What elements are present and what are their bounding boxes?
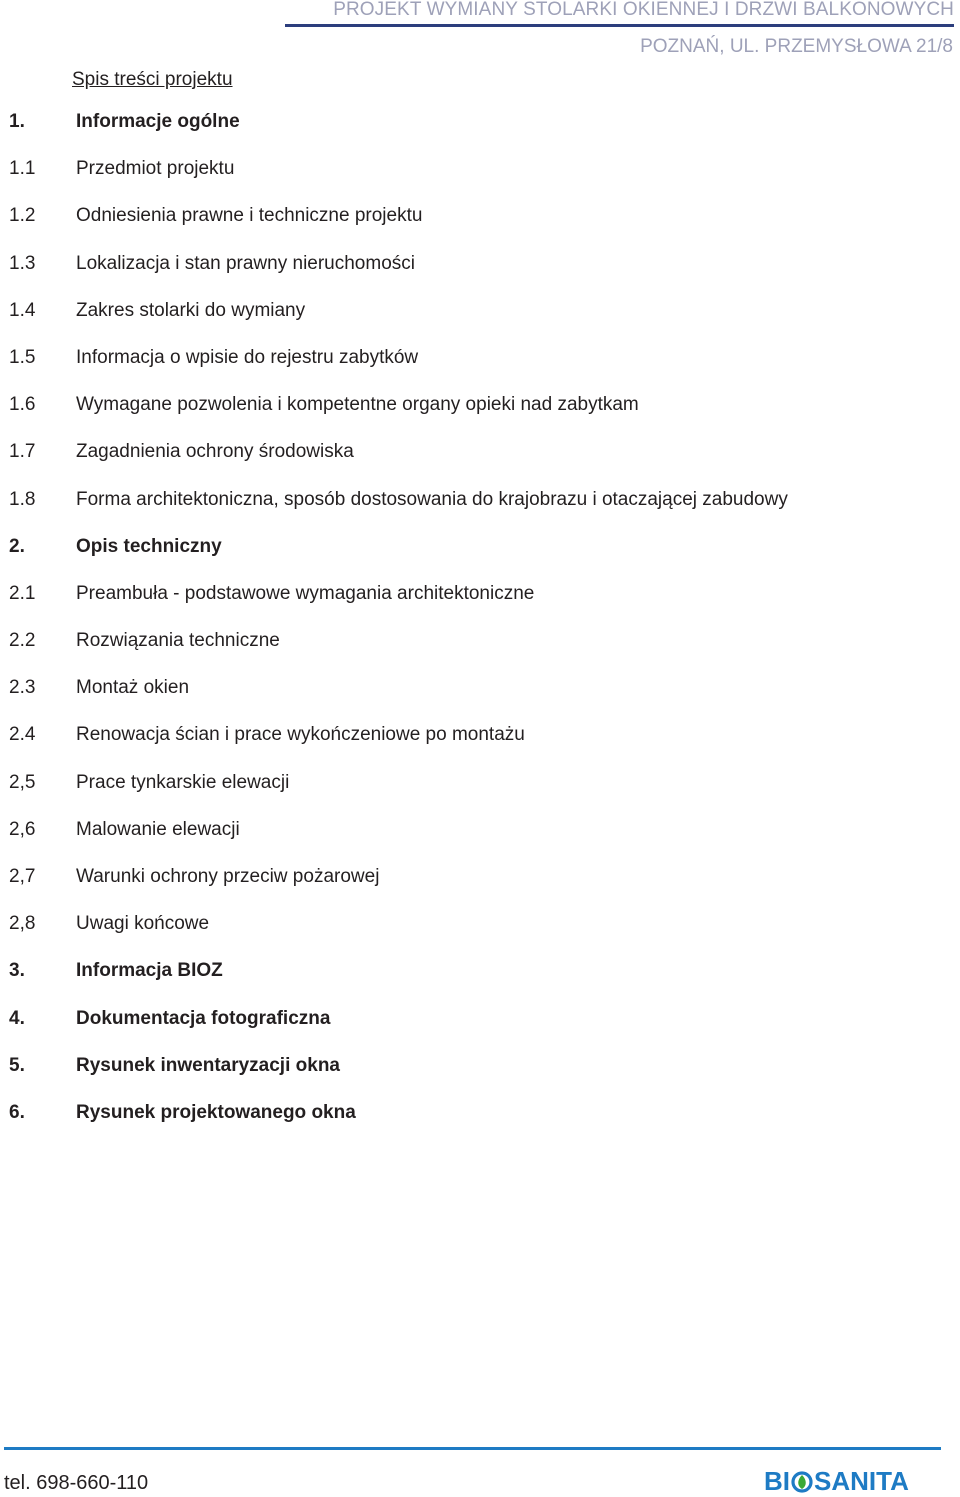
toc-entry-title: Opis techniczny — [76, 535, 222, 557]
toc-entry-number: 5. — [9, 1054, 25, 1076]
toc-entry — [0, 1054, 960, 1101]
toc-entry-number: 1.3 — [9, 252, 36, 274]
biosanita-logo — [764, 1467, 944, 1495]
toc-entry-title: Zagadnienia ochrony środowiska — [76, 441, 354, 463]
toc-entry-title: Informacje ogólne — [76, 111, 240, 132]
toc-entry — [0, 1007, 960, 1054]
footer-divider — [4, 1447, 941, 1450]
toc-entry-number: 2.4 — [9, 724, 36, 746]
toc-title: Spis treści projektu — [72, 69, 233, 90]
toc-entry-number: 1.7 — [9, 441, 36, 463]
toc-entry — [0, 771, 960, 818]
toc-entry — [0, 723, 960, 770]
toc-entry-title: Uwagi końcowe — [76, 913, 210, 935]
toc-entry — [0, 959, 960, 1006]
toc-entry-title: Montaż okien — [76, 677, 190, 699]
toc-entry-number: 2,5 — [9, 771, 36, 793]
toc-entry-number: 3. — [9, 960, 25, 982]
toc-entry — [0, 157, 960, 204]
toc-entry-number: 1.2 — [9, 205, 36, 227]
toc-entry — [0, 629, 960, 676]
toc-entry-number: 2,7 — [9, 866, 36, 887]
toc-entry-number: 6. — [9, 1101, 25, 1123]
toc-entry — [0, 440, 960, 487]
toc-entry-number: 1.4 — [9, 299, 36, 321]
toc-entry-title: Przedmiot projektu — [76, 158, 235, 180]
toc-entry — [0, 204, 960, 251]
toc-entry-title: Malowanie elewacji — [76, 818, 240, 840]
toc-entry-title: Rysunek projektowanego okna — [76, 1101, 356, 1123]
project-title: PROJEKT WYMIANY STOLARKI OKIENNEJ I DRZWI BALKONOWYCH — [333, 0, 954, 20]
toc-entry — [0, 818, 960, 865]
toc-entry — [0, 535, 960, 582]
toc-entry-number: 1. — [9, 111, 25, 132]
toc-entry-number: 2. — [9, 535, 25, 557]
toc-entry — [0, 488, 960, 535]
toc-entry-title: Prace tynkarskie elewacji — [76, 771, 290, 793]
toc-entry-title: Preambuła - podstawowe wymagania architektoniczne — [76, 582, 535, 604]
toc-entry-title: Odniesienia prawne i techniczne projektu — [76, 205, 423, 227]
logo-text-right: SANITA — [814, 1466, 909, 1496]
toc-entry — [0, 865, 960, 912]
toc-entry-number: 2.2 — [9, 630, 36, 652]
table-of-contents — [0, 110, 960, 1148]
toc-entry-number: 1.6 — [9, 394, 36, 416]
footer-phone: tel. 698-660-110 — [4, 1472, 149, 1494]
toc-entry-title: Informacja BIOZ — [76, 960, 223, 982]
toc-entry-title: Warunki ochrony przeciw pożarowej — [76, 866, 380, 887]
toc-entry-title: Rysunek inwentaryzacji okna — [76, 1054, 340, 1076]
toc-entry — [0, 110, 960, 157]
toc-entry — [0, 252, 960, 299]
toc-entry-title: Forma architektoniczna, sposób dostosowania do krajobrazu i otaczającej zabudowy — [76, 488, 788, 510]
toc-entry-number: 2.3 — [9, 677, 36, 699]
toc-entry-number: 1.5 — [9, 346, 36, 368]
toc-entry-number: 2.1 — [9, 582, 36, 604]
toc-entry — [0, 299, 960, 346]
toc-entry-number: 1.1 — [9, 158, 36, 180]
toc-entry — [0, 676, 960, 723]
toc-entry-title: Informacja o wpisie do rejestru zabytków — [76, 346, 419, 368]
toc-entry-number: 4. — [9, 1007, 25, 1029]
header-divider — [285, 24, 954, 27]
toc-entry — [0, 912, 960, 959]
toc-entry-title: Zakres stolarki do wymiany — [76, 299, 306, 321]
toc-entry-number: 2,8 — [9, 913, 36, 935]
logo-text-left: BI — [764, 1466, 790, 1496]
toc-entry — [0, 393, 960, 440]
toc-entry — [0, 1101, 960, 1148]
toc-entry-title: Lokalizacja i stan prawny nieruchomości — [76, 252, 415, 274]
toc-entry — [0, 582, 960, 629]
toc-entry-number: 2,6 — [9, 818, 36, 840]
toc-entry-title: Dokumentacja fotograficzna — [76, 1007, 331, 1029]
toc-entry-title: Renowacja ścian i prace wykończeniowe po montażu — [76, 724, 525, 746]
toc-entry-title: Rozwiązania techniczne — [76, 630, 280, 652]
toc-entry — [0, 346, 960, 393]
project-address: POZNAŃ, UL. PRZEMYSŁOWA 21/8 — [640, 36, 953, 57]
leaf-drop-icon — [791, 1471, 813, 1493]
toc-entry-title: Wymagane pozwolenia i kompetentne organy opieki nad zabytkam — [76, 394, 639, 416]
toc-entry-number: 1.8 — [9, 488, 36, 510]
